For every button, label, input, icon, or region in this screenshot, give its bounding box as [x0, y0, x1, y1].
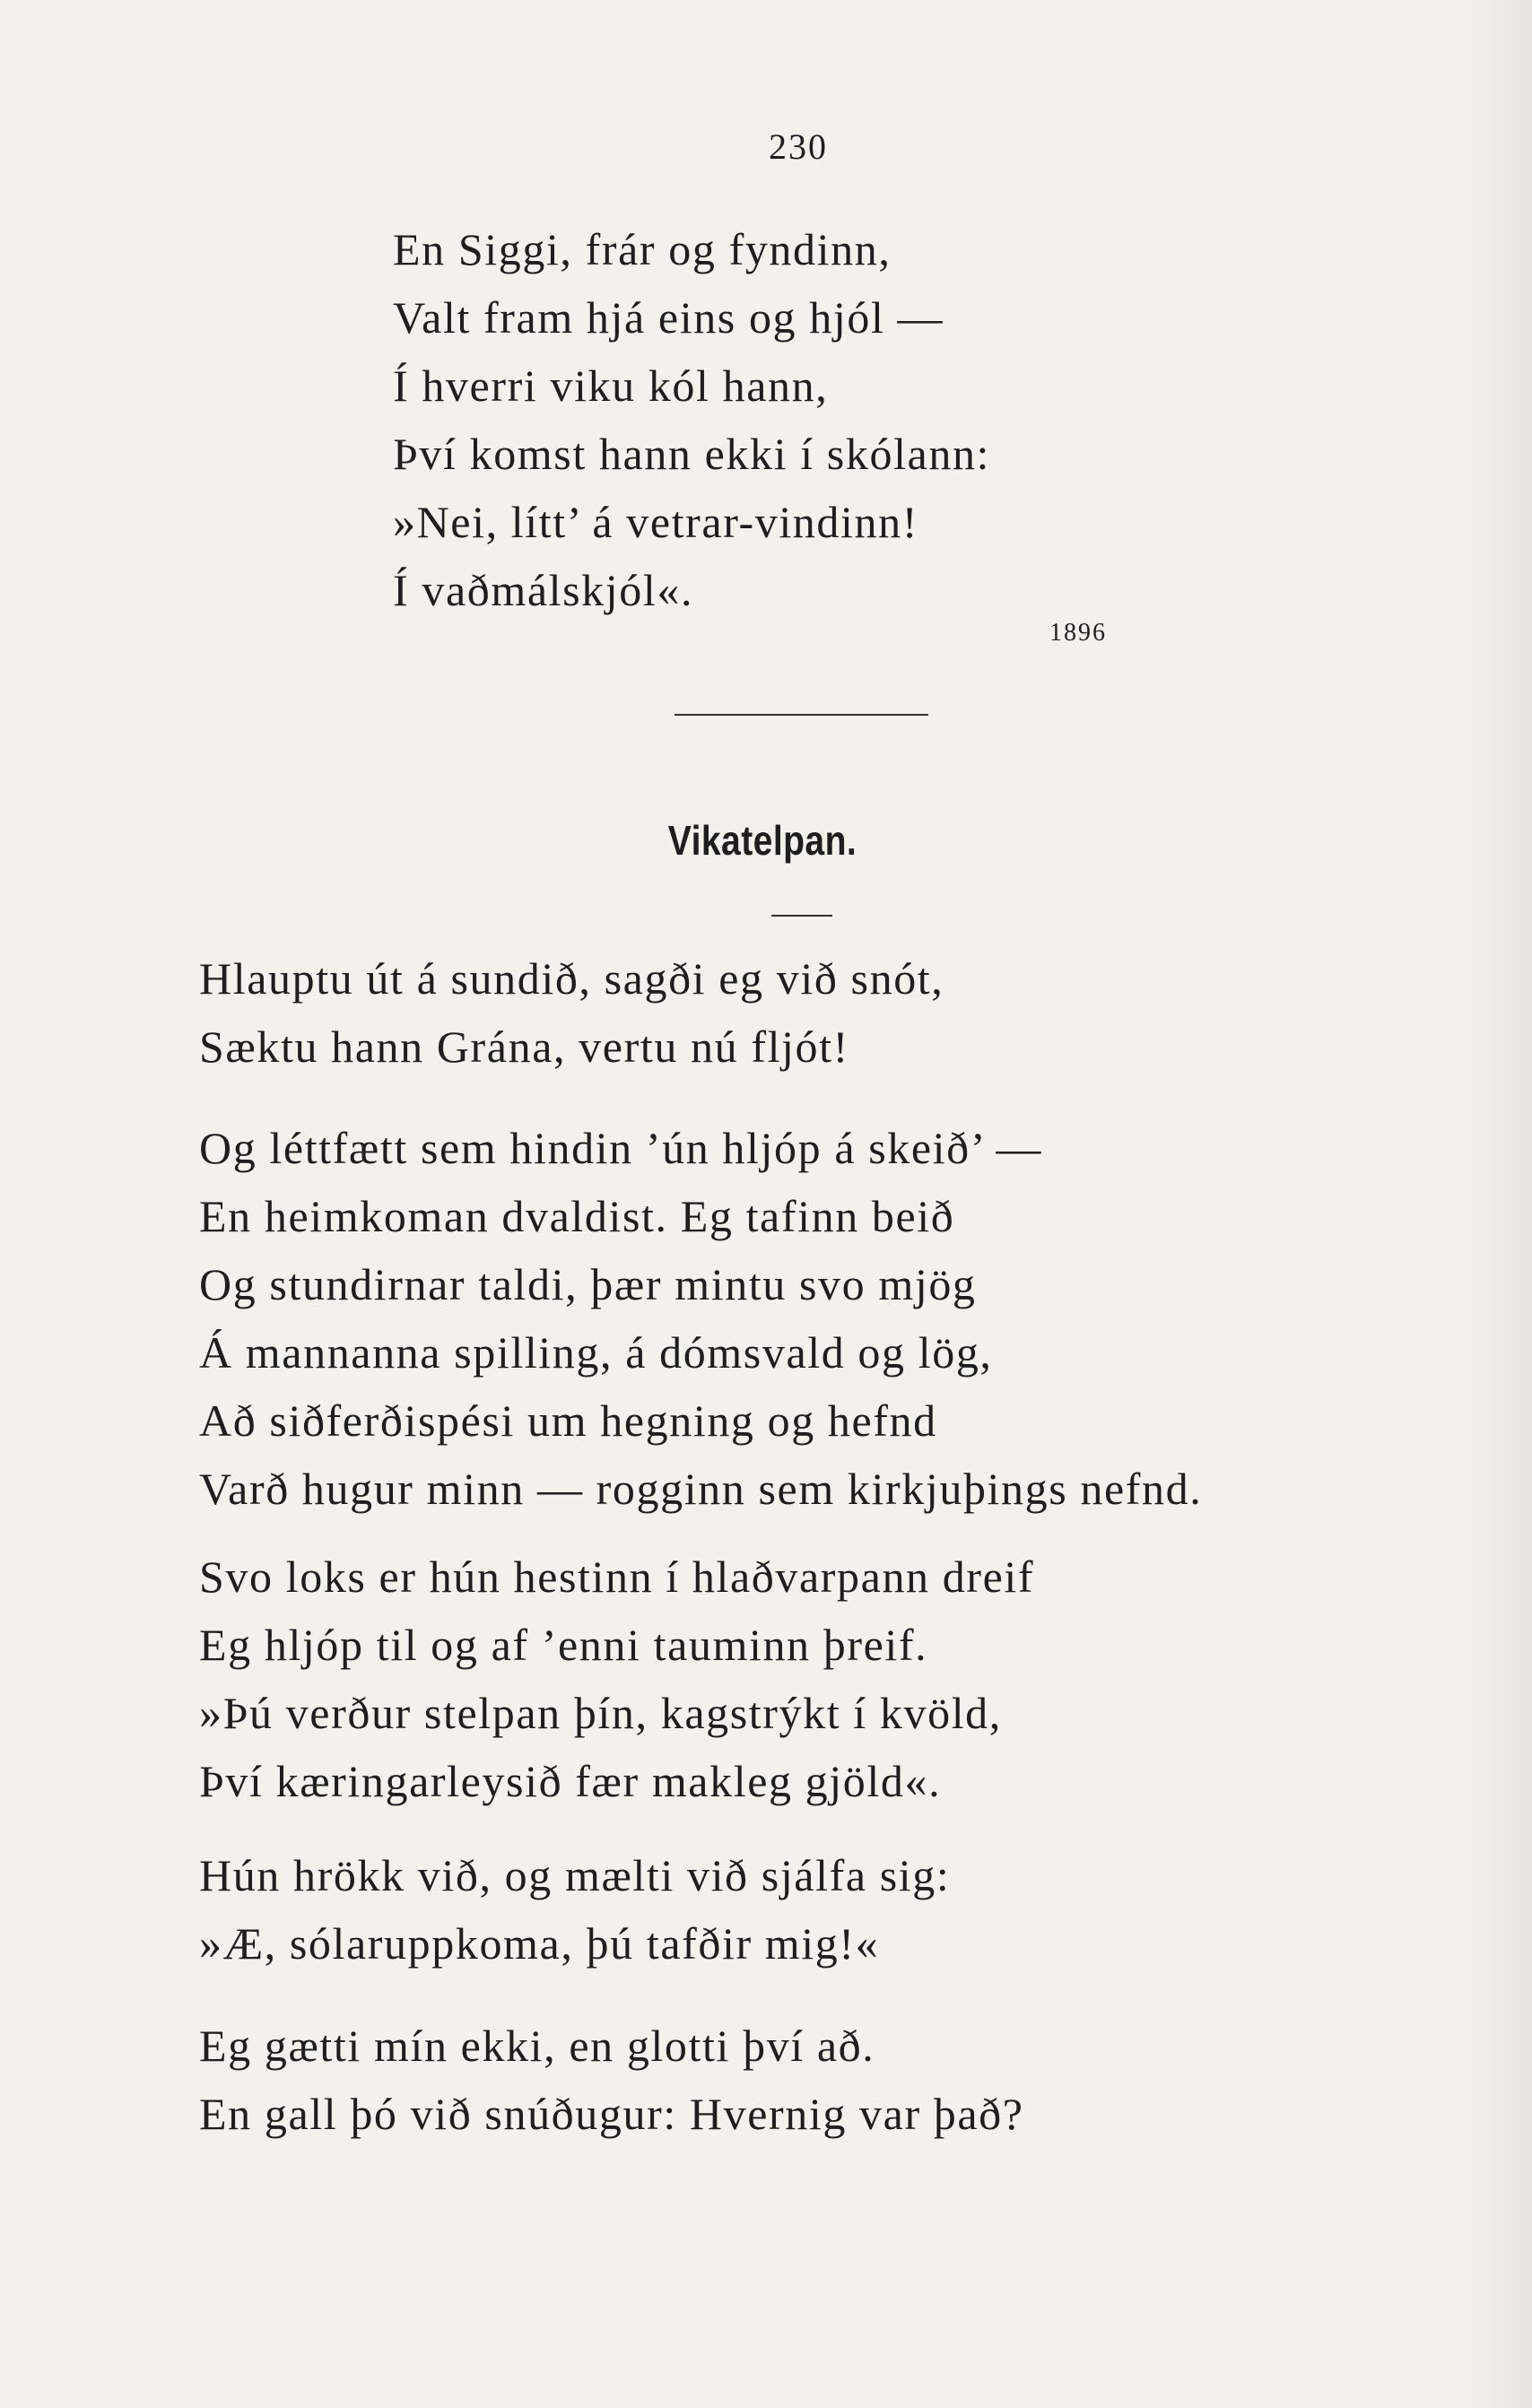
- poem-line: »Æ, sólaruppkoma, þú tafðir mig!«: [199, 1918, 880, 1969]
- poem-line: Sæktu hann Grána, vertu nú fljót!: [199, 1021, 849, 1072]
- poem-line: »Nei, lítt’ á vetrar-vindinn!: [393, 497, 918, 547]
- poem2-stanza-5: [199, 2012, 1024, 2148]
- poem-line: Eg hljóp til og af ’enni tauminn þreif.: [199, 1620, 928, 1670]
- poem-line: En Siggi, frár og fyndinn,: [393, 224, 892, 274]
- poem-line: Og léttfætt sem hindin ’ún hljóp á skeið’ —: [199, 1123, 1042, 1173]
- poem2-stanza-3: [199, 1543, 1034, 1815]
- poem-line: Svo loks er hún hestinn í hlaðvarpann dreif: [199, 1552, 1035, 1602]
- poem-line: Því komst hann ekki í skólann:: [393, 429, 991, 479]
- poem-line: Og stundirnar taldi, þær mintu svo mjög: [199, 1259, 977, 1309]
- poem-line: Í vaðmálskjól«.: [393, 565, 694, 615]
- poem2-stanza-2: [199, 1114, 1202, 1523]
- poem-line: »Þú verður stelpan þín, kagstrýkt í kvöld,: [199, 1688, 1002, 1738]
- poem2-stanza-4: [199, 1841, 950, 1978]
- poem-title: Vikatelpan.: [667, 817, 857, 864]
- poem-line: Hún hrökk við, og mælti við sjálfa sig:: [199, 1850, 951, 1900]
- poem-line: Að siðferðispési um hegning og hefnd: [199, 1395, 937, 1446]
- poem1-stanza: [393, 215, 990, 624]
- poem-line: Hlauptu út á sundið, sagði eg við snót,: [199, 953, 944, 1004]
- poem2-stanza-1: [199, 944, 944, 1081]
- title-rule: [771, 915, 832, 917]
- page-edge-shadow: [1469, 0, 1532, 2408]
- poem-line: En heimkoman dvaldist. Eg tafinn beið: [199, 1191, 955, 1241]
- poem-line: Á mannanna spilling, á dómsvald og lög,: [199, 1327, 993, 1378]
- poem-line: Í hverri viku kól hann,: [393, 361, 829, 411]
- poem1-date: 1896: [1049, 619, 1107, 647]
- section-divider: [675, 714, 928, 716]
- page-number: 230: [769, 126, 828, 167]
- poem-line: Valt fram hjá eins og hjól —: [393, 292, 944, 343]
- poem-line: En gall þó við snúðugur: Hvernig var það?: [199, 2089, 1024, 2139]
- poem-line: Því kæringarleysið fær makleg gjöld«.: [199, 1756, 942, 1806]
- poem-line: Varð hugur minn — rogginn sem kirkjuþings nefnd.: [199, 1464, 1203, 1514]
- poem-line: Eg gætti mín ekki, en glotti því að.: [199, 2021, 875, 2071]
